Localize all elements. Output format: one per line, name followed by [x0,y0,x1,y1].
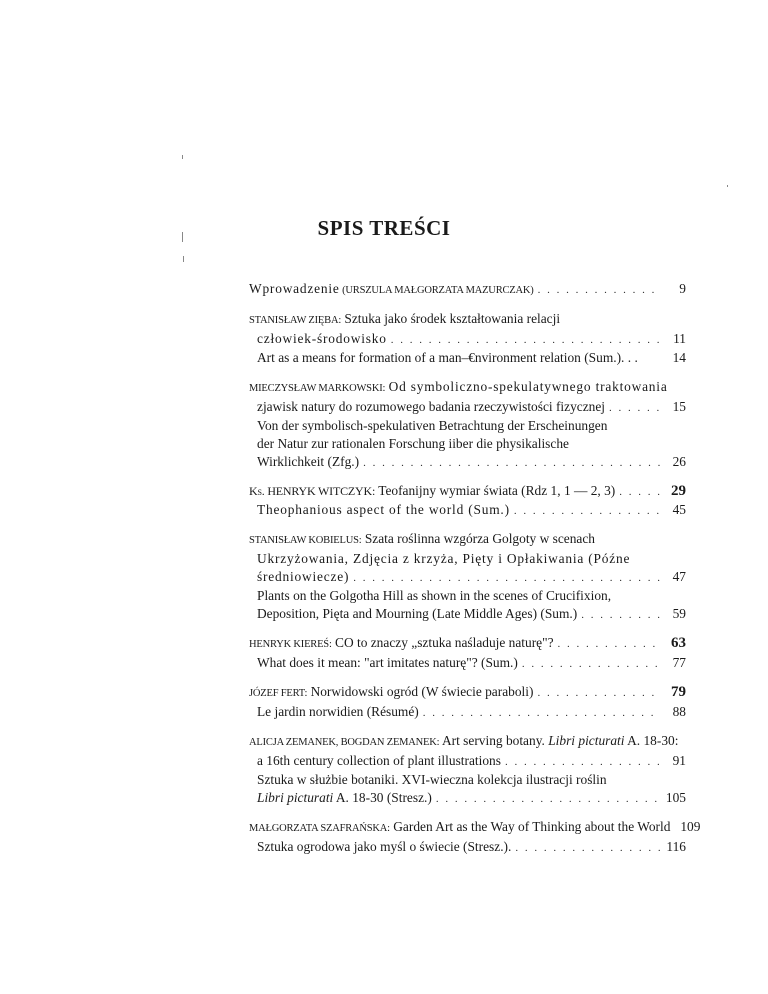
page-number[interactable]: 88 [672,704,686,719]
entry-title: średniowiecze) [257,569,350,584]
leader-dots [538,281,660,299]
leader-dots [363,454,660,472]
toc-line [249,453,686,472]
entry-title: Garden Art as the Way of Thinking about the World [393,819,671,834]
toc-line [249,568,686,587]
toc-line [249,838,686,857]
toc-entry [249,378,686,472]
leader-dots [558,635,660,653]
toc-entry [249,310,686,368]
leader-dots [505,753,660,771]
toc-entry [249,732,686,808]
leader-dots [619,483,660,501]
toc-line [249,310,686,330]
toc-entry [249,634,686,673]
entry-author: MAŁGORZATA SZAFRAŃSKA: [249,823,390,834]
entry-title: A. 18-30 (Stresz.) [333,790,432,805]
toc-entry [249,530,686,624]
entry-author: JÓZEF FERT: [249,688,308,699]
entry-title: Sztuka jako środek kształtowania relacji [344,311,561,326]
page-number[interactable]: 77 [672,655,686,670]
page-number[interactable]: 91 [672,753,686,768]
toc-line [249,349,686,368]
entry-title: Od symboliczno-spekulatywnego traktowania [388,379,668,394]
entry-author: STANISŁAW KOBIELUS: [249,535,362,546]
leader-dots [514,502,660,520]
page-number[interactable]: 109 [680,819,701,834]
toc-line [249,435,686,453]
entry-title: Wirklichkeit (Zfg.) [257,454,360,469]
leader-dots [537,684,660,702]
toc-line [249,587,686,605]
leader-dots [581,606,660,624]
toc-line [249,752,686,771]
entry-editor: (URSZULA MAŁGORZATA MAZURCZAK) [339,285,534,296]
page-number[interactable]: 47 [672,569,686,584]
toc-line [249,417,686,435]
toc-line [249,550,686,568]
entry-title: Von der symbolisch-spekulativen Betrachtung der Erscheinungen [257,418,608,433]
toc-entry [249,683,686,722]
entry-author: ALICJA ZEMANEK, BOGDAN ZEMANEK: [249,737,440,748]
entry-title: Art as a means for formation of a man–€nvironment relation (Sum.). . . [257,350,638,365]
page-number[interactable]: 15 [672,399,686,414]
entry-title: Wprowadzenie [249,281,340,296]
page-number[interactable]: 63 [671,635,686,651]
scan-speck [182,155,183,159]
entry-title-italic: Libri picturati [548,733,625,748]
page-title: SPIS TREŚCI [317,216,451,240]
page-number[interactable]: 29 [671,483,686,499]
leader-dots [391,331,660,349]
leader-dots [609,399,660,417]
entry-title: Deposition, Pięta and Mourning (Late Middle Ages) (Sum.) [257,606,578,621]
page-number[interactable]: 45 [672,502,686,517]
entry-title: Theophanious aspect of the world (Sum.) [257,502,510,517]
toc-line [249,501,686,520]
toc-line [249,605,686,624]
entry-author: HENRYK KIEREŚ: [249,639,332,650]
page-number[interactable]: 59 [672,606,686,621]
toc-line [249,378,686,398]
toc-line [249,280,686,300]
entry-author: Ks. HENRYK WITCZYK: [249,484,376,498]
leader-dots [423,704,660,722]
toc-line [249,683,686,703]
toc-entry [249,280,686,300]
toc-line [249,789,686,808]
entry-title: A. 18-30: [624,733,679,748]
toc-line [249,771,686,789]
scan-speck [183,256,184,262]
entry-author: STANISŁAW ZIĘBA: [249,315,342,326]
page-number[interactable]: 116 [666,839,686,854]
entry-title: a 16th century collection of plant illustrations [257,753,501,768]
entry-title: Teofanijny wymiar świata (Rdz 1, 1 — 2, 3) [378,483,616,498]
toc-line [249,330,686,349]
entry-title: Norwidowski ogród (W świecie paraboli) [310,684,534,699]
entry-title: Sztuka ogrodowa jako myśl o świecie (Stresz.). [257,839,512,854]
table-of-contents [249,280,701,867]
toc-entry [249,818,701,857]
toc-line [249,654,686,673]
entry-title: człowiek-środowisko [257,331,387,346]
entry-title: CO to znaczy „sztuka naśladuje naturę"? [335,635,554,650]
scan-speck [727,185,728,187]
leader-dots [522,655,660,673]
entry-title: Le jardin norwidien (Résumé) [257,704,419,719]
entry-title: Szata roślinna wzgórza Golgoty w scenach [364,531,595,546]
entry-title: Plants on the Golgotha Hill as shown in the scenes of Crucifixion, [257,588,612,603]
leader-dots [353,569,660,587]
page-number[interactable]: 26 [672,454,686,469]
page-number[interactable]: 79 [671,684,686,700]
toc-line [249,398,686,417]
leader-dots [436,790,660,808]
toc-line [249,530,686,550]
page-number[interactable]: 11 [673,331,686,346]
toc-line [249,818,701,838]
entry-title: der Natur zur rationalen Forschung iiber die physikalische [257,436,569,451]
entry-title: What does it mean: "art imitates naturę"? (Sum.) [257,655,518,670]
toc-line [249,634,686,654]
leader-dots [515,839,660,857]
entry-title: Ukrzyżowania, Zdjęcia z krzyża, Pięty i Opłakiwania (Późne [257,551,631,566]
entry-title-italic: Libri picturati [257,790,334,805]
entry-title: zjawisk natury do rozumowego badania rzeczywistości fizycznej [257,399,606,414]
entry-author: MIECZYSŁAW MARKOWSKI: [249,383,386,394]
toc-line [249,703,686,722]
page-number[interactable]: 105 [665,790,686,805]
toc-line [249,732,686,752]
toc-entry [249,482,686,520]
page-number[interactable]: 14 [672,350,686,365]
entry-title: Art serving botany. [441,733,545,748]
page-number[interactable]: 9 [679,281,686,296]
toc-line [249,482,686,501]
entry-title: Sztuka w służbie botaniki. XVI-wieczna kolekcja ilustracji roślin [257,772,607,787]
